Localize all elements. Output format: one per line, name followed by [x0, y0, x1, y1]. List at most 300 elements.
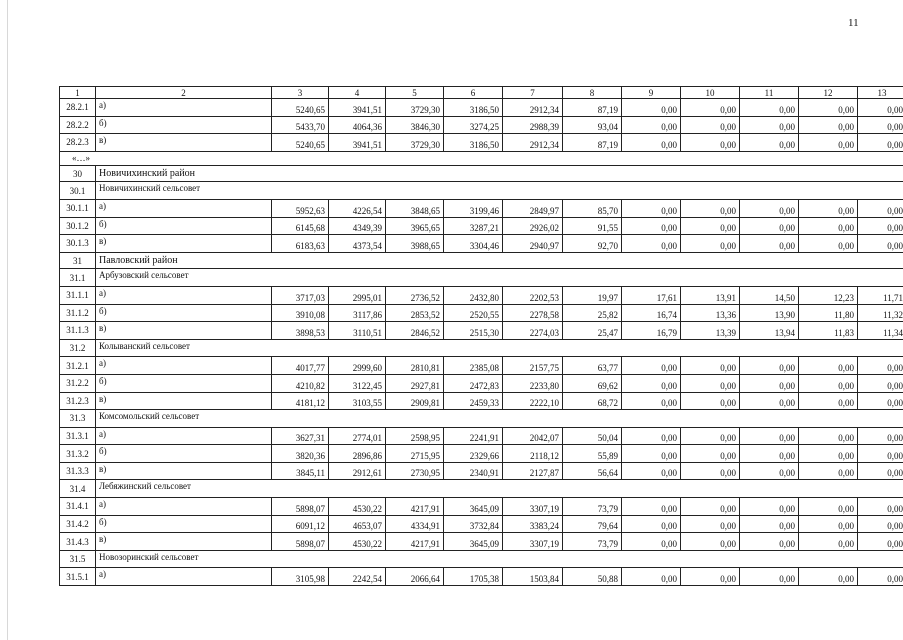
value-cell: 0,00 — [740, 445, 799, 463]
value-cell: 73,79 — [563, 498, 622, 516]
value-cell: 0,00 — [622, 445, 681, 463]
district-row — [60, 252, 903, 269]
ellipsis-cell: «…» — [60, 151, 903, 165]
value-cell: 2730,95 — [386, 462, 444, 480]
value-cell: 6145,68 — [272, 217, 329, 235]
column-number-cell: 13 — [858, 87, 903, 99]
variant-cell: а) — [96, 427, 272, 445]
value-cell: 0,00 — [681, 533, 740, 551]
value-cell: 2329,66 — [444, 445, 503, 463]
value-cell: 6183,63 — [272, 235, 329, 253]
value-cell: 0,00 — [622, 99, 681, 117]
value-cell: 3845,11 — [272, 462, 329, 480]
value-cell: 13,39 — [681, 322, 740, 340]
value-cell: 0,00 — [740, 134, 799, 152]
value-cell: 2385,08 — [444, 357, 503, 375]
value-cell: 3729,30 — [386, 134, 444, 152]
value-cell: 0,00 — [858, 374, 903, 392]
row-code-cell: 31.4.2 — [60, 515, 96, 533]
table-row — [60, 134, 903, 152]
value-cell: 3307,19 — [503, 498, 563, 516]
value-cell: 0,00 — [681, 199, 740, 217]
value-cell: 2715,95 — [386, 445, 444, 463]
value-cell: 0,00 — [858, 134, 903, 152]
variant-cell: б) — [96, 116, 272, 134]
table-row — [60, 116, 903, 134]
variant-cell: а) — [96, 568, 272, 586]
value-cell: 2598,95 — [386, 427, 444, 445]
value-cell: 0,00 — [622, 498, 681, 516]
value-cell: 2926,02 — [503, 217, 563, 235]
value-cell: 5898,07 — [272, 498, 329, 516]
variant-cell: а) — [96, 286, 272, 304]
value-cell: 2042,07 — [503, 427, 563, 445]
value-cell: 0,00 — [681, 568, 740, 586]
table-row — [60, 199, 903, 217]
value-cell: 63,77 — [563, 357, 622, 375]
council-row — [60, 480, 903, 498]
row-code-cell: 31.5.1 — [60, 568, 96, 586]
value-cell: 0,00 — [681, 427, 740, 445]
table-row — [60, 498, 903, 516]
value-cell: 0,00 — [858, 462, 903, 480]
council-name-cell: Новозоринский сельсовет — [96, 550, 903, 568]
value-cell: 92,70 — [563, 235, 622, 253]
column-number-cell: 3 — [272, 87, 329, 99]
value-cell: 11,32 — [858, 304, 903, 322]
value-cell: 11,34 — [858, 322, 903, 340]
council-row — [60, 339, 903, 357]
value-cell: 0,00 — [799, 533, 858, 551]
table-row — [60, 462, 903, 480]
value-cell: 2233,80 — [503, 374, 563, 392]
value-cell: 50,88 — [563, 568, 622, 586]
table-row — [60, 392, 903, 410]
value-cell: 0,00 — [622, 235, 681, 253]
value-cell: 3199,46 — [444, 199, 503, 217]
variant-cell: в) — [96, 134, 272, 152]
value-cell: 17,61 — [622, 286, 681, 304]
value-cell: 11,83 — [799, 322, 858, 340]
value-cell: 3117,86 — [329, 304, 386, 322]
value-cell: 19,97 — [563, 286, 622, 304]
value-cell: 87,19 — [563, 134, 622, 152]
district-row — [60, 165, 903, 182]
value-cell: 13,90 — [740, 304, 799, 322]
variant-cell: а) — [96, 99, 272, 117]
value-cell: 16,79 — [622, 322, 681, 340]
value-cell: 0,00 — [681, 374, 740, 392]
value-cell: 0,00 — [622, 199, 681, 217]
value-cell: 4653,07 — [329, 515, 386, 533]
value-cell: 3307,19 — [503, 533, 563, 551]
row-code-cell: 31.4.1 — [60, 498, 96, 516]
value-cell: 3729,30 — [386, 99, 444, 117]
table-row — [60, 286, 903, 304]
value-cell: 2912,61 — [329, 462, 386, 480]
value-cell: 11,80 — [799, 304, 858, 322]
value-cell: 0,00 — [799, 235, 858, 253]
value-cell: 2940,97 — [503, 235, 563, 253]
value-cell: 2912,34 — [503, 99, 563, 117]
value-cell: 2846,52 — [386, 322, 444, 340]
value-cell: 2810,81 — [386, 357, 444, 375]
council-row — [60, 410, 903, 428]
value-cell: 3820,36 — [272, 445, 329, 463]
column-number-cell: 6 — [444, 87, 503, 99]
table-row — [60, 99, 903, 117]
value-cell: 0,00 — [858, 427, 903, 445]
value-cell: 3383,24 — [503, 515, 563, 533]
value-cell: 0,00 — [681, 217, 740, 235]
value-cell: 3848,65 — [386, 199, 444, 217]
value-cell: 0,00 — [681, 99, 740, 117]
page-edge-line — [7, 0, 8, 640]
value-cell: 0,00 — [740, 392, 799, 410]
value-cell: 0,00 — [622, 462, 681, 480]
column-number-cell: 7 — [503, 87, 563, 99]
value-cell: 3717,03 — [272, 286, 329, 304]
value-cell: 0,00 — [622, 357, 681, 375]
value-cell: 0,00 — [740, 217, 799, 235]
column-number-cell: 12 — [799, 87, 858, 99]
council-code-cell: 31.5 — [60, 550, 96, 568]
variant-cell: в) — [96, 322, 272, 340]
row-code-cell: 28.2.1 — [60, 99, 96, 117]
value-cell: 2736,52 — [386, 286, 444, 304]
variant-cell: б) — [96, 445, 272, 463]
value-cell: 0,00 — [622, 515, 681, 533]
table-row — [60, 427, 903, 445]
value-cell: 4064,36 — [329, 116, 386, 134]
value-cell: 0,00 — [622, 568, 681, 586]
value-cell: 0,00 — [681, 392, 740, 410]
table-row — [60, 445, 903, 463]
value-cell: 3274,25 — [444, 116, 503, 134]
value-cell: 13,94 — [740, 322, 799, 340]
value-cell: 13,91 — [681, 286, 740, 304]
value-cell: 3186,50 — [444, 99, 503, 117]
value-cell: 14,50 — [740, 286, 799, 304]
table-row — [60, 568, 903, 586]
value-cell: 4530,22 — [329, 533, 386, 551]
column-number-row — [60, 87, 903, 99]
row-code-cell: 31.1.1 — [60, 286, 96, 304]
value-cell: 2127,87 — [503, 462, 563, 480]
value-cell: 2278,58 — [503, 304, 563, 322]
row-code-cell: 30.1.3 — [60, 235, 96, 253]
district-name-cell: Новичихинский район — [96, 165, 903, 182]
value-cell: 3941,51 — [329, 99, 386, 117]
value-cell: 0,00 — [740, 515, 799, 533]
value-cell: 0,00 — [799, 462, 858, 480]
value-cell: 1705,38 — [444, 568, 503, 586]
value-cell: 4181,12 — [272, 392, 329, 410]
value-cell: 2118,12 — [503, 445, 563, 463]
row-code-cell: 31.4.3 — [60, 533, 96, 551]
column-number-cell: 10 — [681, 87, 740, 99]
value-cell: 0,00 — [799, 392, 858, 410]
value-cell: 3110,51 — [329, 322, 386, 340]
value-cell: 79,64 — [563, 515, 622, 533]
value-cell: 0,00 — [740, 235, 799, 253]
value-cell: 0,00 — [858, 235, 903, 253]
value-cell: 56,64 — [563, 462, 622, 480]
value-cell: 2774,01 — [329, 427, 386, 445]
row-code-cell: 31.3.2 — [60, 445, 96, 463]
value-cell: 2995,01 — [329, 286, 386, 304]
value-cell: 0,00 — [858, 199, 903, 217]
council-code-cell: 31.1 — [60, 269, 96, 287]
table-row — [60, 533, 903, 551]
value-cell: 3103,55 — [329, 392, 386, 410]
value-cell: 0,00 — [799, 374, 858, 392]
value-cell: 2340,91 — [444, 462, 503, 480]
value-cell: 0,00 — [740, 116, 799, 134]
row-code-cell: 31.2.1 — [60, 357, 96, 375]
row-code-cell: 28.2.3 — [60, 134, 96, 152]
value-cell: 0,00 — [740, 533, 799, 551]
value-cell: 4217,91 — [386, 498, 444, 516]
value-cell: 25,47 — [563, 322, 622, 340]
value-cell: 2242,54 — [329, 568, 386, 586]
value-cell: 2432,80 — [444, 286, 503, 304]
value-cell: 2066,64 — [386, 568, 444, 586]
column-number-cell: 4 — [329, 87, 386, 99]
value-cell: 2222,10 — [503, 392, 563, 410]
value-cell: 3287,21 — [444, 217, 503, 235]
table-body — [60, 99, 903, 586]
value-cell: 2988,39 — [503, 116, 563, 134]
value-cell: 3122,45 — [329, 374, 386, 392]
value-cell: 0,00 — [740, 357, 799, 375]
value-cell: 0,00 — [858, 533, 903, 551]
value-cell: 2853,52 — [386, 304, 444, 322]
table-row — [60, 217, 903, 235]
value-cell: 5240,65 — [272, 134, 329, 152]
ellipsis-row — [60, 151, 903, 165]
value-cell: 91,55 — [563, 217, 622, 235]
row-code-cell: 31.3.3 — [60, 462, 96, 480]
column-number-cell: 2 — [96, 87, 272, 99]
value-cell: 25,82 — [563, 304, 622, 322]
value-cell: 0,00 — [799, 568, 858, 586]
value-cell: 2896,86 — [329, 445, 386, 463]
value-cell: 0,00 — [622, 533, 681, 551]
page-number: 11 — [848, 17, 859, 29]
row-code-cell: 28.2.2 — [60, 116, 96, 134]
council-row — [60, 550, 903, 568]
value-cell: 0,00 — [740, 427, 799, 445]
value-cell: 0,00 — [681, 498, 740, 516]
row-code-cell: 31.1.2 — [60, 304, 96, 322]
variant-cell: б) — [96, 515, 272, 533]
variant-cell: а) — [96, 199, 272, 217]
variant-cell: в) — [96, 462, 272, 480]
value-cell: 0,00 — [858, 445, 903, 463]
variant-cell: а) — [96, 498, 272, 516]
value-cell: 2927,81 — [386, 374, 444, 392]
value-cell: 5433,70 — [272, 116, 329, 134]
value-cell: 5898,07 — [272, 533, 329, 551]
value-cell: 2515,30 — [444, 322, 503, 340]
value-cell: 0,00 — [622, 134, 681, 152]
value-cell: 0,00 — [681, 462, 740, 480]
value-cell: 6091,12 — [272, 515, 329, 533]
council-name-cell: Комсомольский сельсовет — [96, 410, 903, 428]
value-cell: 12,23 — [799, 286, 858, 304]
value-cell: 0,00 — [858, 568, 903, 586]
value-cell: 3645,09 — [444, 498, 503, 516]
value-cell: 0,00 — [681, 445, 740, 463]
district-code-cell: 31 — [60, 252, 96, 269]
row-code-cell: 31.2.2 — [60, 374, 96, 392]
value-cell: 4334,91 — [386, 515, 444, 533]
value-cell: 0,00 — [858, 498, 903, 516]
variant-cell: б) — [96, 374, 272, 392]
value-cell: 0,00 — [858, 116, 903, 134]
value-cell: 4226,54 — [329, 199, 386, 217]
value-cell: 69,62 — [563, 374, 622, 392]
table-row — [60, 304, 903, 322]
table-row — [60, 357, 903, 375]
column-number-cell: 8 — [563, 87, 622, 99]
value-cell: 0,00 — [799, 357, 858, 375]
value-cell: 5240,65 — [272, 99, 329, 117]
table-row — [60, 235, 903, 253]
value-cell: 55,89 — [563, 445, 622, 463]
value-cell: 0,00 — [622, 427, 681, 445]
value-cell: 2459,33 — [444, 392, 503, 410]
value-cell: 0,00 — [740, 498, 799, 516]
council-name-cell: Новичихинский сельсовет — [96, 182, 903, 200]
value-cell: 3965,65 — [386, 217, 444, 235]
value-cell: 0,00 — [622, 116, 681, 134]
value-cell: 3732,84 — [444, 515, 503, 533]
variant-cell: а) — [96, 357, 272, 375]
council-code-cell: 31.4 — [60, 480, 96, 498]
value-cell: 11,71 — [858, 286, 903, 304]
variant-cell: в) — [96, 392, 272, 410]
council-code-cell: 31.3 — [60, 410, 96, 428]
value-cell: 4349,39 — [329, 217, 386, 235]
table-row — [60, 322, 903, 340]
table-row — [60, 374, 903, 392]
value-cell: 0,00 — [740, 374, 799, 392]
value-cell: 50,04 — [563, 427, 622, 445]
council-name-cell: Арбузовский сельсовет — [96, 269, 903, 287]
value-cell: 3645,09 — [444, 533, 503, 551]
value-cell: 3941,51 — [329, 134, 386, 152]
value-cell: 0,00 — [799, 498, 858, 516]
value-cell: 85,70 — [563, 199, 622, 217]
value-cell: 3910,08 — [272, 304, 329, 322]
value-cell: 2520,55 — [444, 304, 503, 322]
council-code-cell: 31.2 — [60, 339, 96, 357]
value-cell: 2274,03 — [503, 322, 563, 340]
value-cell: 0,00 — [799, 116, 858, 134]
value-cell: 0,00 — [740, 462, 799, 480]
value-cell: 0,00 — [681, 515, 740, 533]
value-cell: 0,00 — [799, 515, 858, 533]
value-cell: 3627,31 — [272, 427, 329, 445]
value-cell: 2472,83 — [444, 374, 503, 392]
column-number-cell: 5 — [386, 87, 444, 99]
value-cell: 2241,91 — [444, 427, 503, 445]
value-cell: 73,79 — [563, 533, 622, 551]
council-name-cell: Лебяжинский сельсовет — [96, 480, 903, 498]
value-cell: 2909,81 — [386, 392, 444, 410]
value-cell: 4017,77 — [272, 357, 329, 375]
row-code-cell: 30.1.2 — [60, 217, 96, 235]
value-cell: 0,00 — [858, 99, 903, 117]
value-cell: 0,00 — [858, 357, 903, 375]
value-cell: 0,00 — [858, 217, 903, 235]
district-code-cell: 30 — [60, 165, 96, 182]
value-cell: 3898,53 — [272, 322, 329, 340]
value-cell: 0,00 — [799, 199, 858, 217]
value-cell: 0,00 — [681, 134, 740, 152]
value-cell: 0,00 — [681, 357, 740, 375]
value-cell: 3105,98 — [272, 568, 329, 586]
value-cell: 0,00 — [799, 217, 858, 235]
column-number-cell: 1 — [60, 87, 96, 99]
value-cell: 0,00 — [681, 116, 740, 134]
value-cell: 16,74 — [622, 304, 681, 322]
value-cell: 3186,50 — [444, 134, 503, 152]
value-cell: 87,19 — [563, 99, 622, 117]
value-cell: 2849,97 — [503, 199, 563, 217]
variant-cell: в) — [96, 235, 272, 253]
tariff-table — [59, 86, 903, 586]
column-number-cell: 11 — [740, 87, 799, 99]
value-cell: 2202,53 — [503, 286, 563, 304]
row-code-cell: 30.1.1 — [60, 199, 96, 217]
row-code-cell: 31.3.1 — [60, 427, 96, 445]
value-cell: 0,00 — [858, 515, 903, 533]
row-code-cell: 31.2.3 — [60, 392, 96, 410]
value-cell: 0,00 — [799, 427, 858, 445]
variant-cell: б) — [96, 304, 272, 322]
value-cell: 0,00 — [799, 134, 858, 152]
value-cell: 0,00 — [681, 235, 740, 253]
row-code-cell: 31.1.3 — [60, 322, 96, 340]
value-cell: 2999,60 — [329, 357, 386, 375]
value-cell: 4373,54 — [329, 235, 386, 253]
value-cell: 0,00 — [622, 392, 681, 410]
value-cell: 68,72 — [563, 392, 622, 410]
value-cell: 3988,65 — [386, 235, 444, 253]
variant-cell: б) — [96, 217, 272, 235]
value-cell: 0,00 — [740, 99, 799, 117]
value-cell: 3304,46 — [444, 235, 503, 253]
value-cell: 0,00 — [740, 568, 799, 586]
value-cell: 93,04 — [563, 116, 622, 134]
value-cell: 0,00 — [622, 217, 681, 235]
value-cell: 4210,82 — [272, 374, 329, 392]
council-row — [60, 269, 903, 287]
column-number-cell: 9 — [622, 87, 681, 99]
value-cell: 4217,91 — [386, 533, 444, 551]
value-cell: 5952,63 — [272, 199, 329, 217]
value-cell: 0,00 — [740, 199, 799, 217]
value-cell: 2157,75 — [503, 357, 563, 375]
value-cell: 13,36 — [681, 304, 740, 322]
value-cell: 3846,30 — [386, 116, 444, 134]
value-cell: 0,00 — [858, 392, 903, 410]
value-cell: 0,00 — [622, 374, 681, 392]
value-cell: 2912,34 — [503, 134, 563, 152]
